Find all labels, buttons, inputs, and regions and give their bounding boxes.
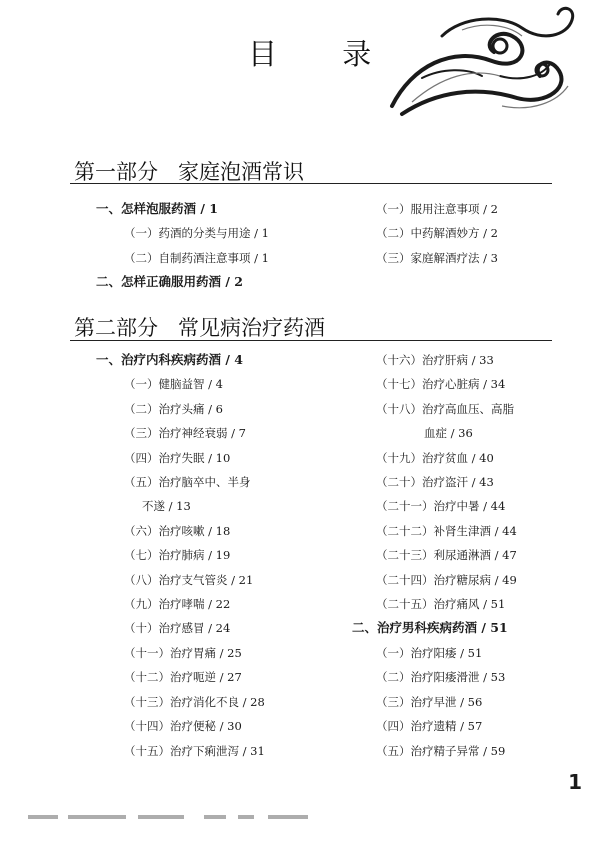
toc-entry[interactable]: （二十一）治疗中暑 / 44 (376, 499, 506, 514)
toc-section-entry[interactable]: 一、治疗内科疾病药酒 / 4 (96, 352, 243, 367)
toc-entry[interactable]: （十三）治疗消化不良 / 28 (124, 694, 265, 709)
toc-entry[interactable]: （四）治疗遗精 / 57 (376, 719, 483, 734)
toc-entry[interactable]: （十）治疗感冒 / 24 (124, 621, 231, 636)
toc-entry[interactable]: （十九）治疗贫血 / 40 (376, 450, 494, 465)
cloud-ornament-icon (382, 6, 592, 124)
toc-section-entry[interactable]: 一、怎样泡服药酒 / 1 (96, 201, 218, 216)
toc-entry[interactable]: （二十四）治疗糖尿病 / 49 (376, 572, 517, 587)
part1-left-column (80, 197, 269, 295)
toc-entry[interactable]: （十五）治疗下痢泄泻 / 31 (124, 743, 265, 758)
toc-entry[interactable]: （三）治疗早泄 / 56 (376, 694, 483, 709)
toc-entry[interactable]: （二十）治疗盗汗 / 43 (376, 475, 494, 490)
part1-title: 家庭泡酒常识 (178, 160, 304, 184)
toc-entry[interactable]: （七）治疗肺病 / 19 (124, 548, 231, 563)
toc-entry[interactable]: （十七）治疗心脏病 / 34 (376, 377, 506, 392)
part2-heading (74, 312, 325, 342)
toc-entry[interactable]: （二）自制药酒注意事项 / 1 (124, 250, 270, 265)
toc-entry[interactable]: （一）服用注意事项 / 2 (376, 202, 499, 216)
toc-entry-continuation[interactable]: 血症 / 36 (424, 426, 473, 441)
toc-section-entry[interactable]: 二、怎样正确服用药酒 / 2 (96, 274, 243, 290)
toc-entry[interactable]: （五）治疗脑卒中、半身 (124, 475, 251, 490)
toc-entry[interactable]: （十六）治疗肝病 / 33 (376, 353, 494, 367)
toc-entry[interactable]: （五）治疗精子异常 / 59 (376, 743, 506, 758)
part2-number: 第二部分 (74, 316, 158, 340)
scan-artifact-strip (28, 813, 328, 821)
toc-entry[interactable]: （六）治疗咳嗽 / 18 (124, 523, 231, 538)
part2-right-column (352, 348, 517, 763)
toc-entry[interactable]: （二十三）利尿通淋酒 / 47 (376, 548, 517, 563)
page-title: 目 录 (248, 37, 400, 71)
part1-rule (70, 183, 552, 184)
toc-entry[interactable]: （八）治疗支气管炎 / 21 (124, 572, 254, 587)
toc-entry[interactable]: （十八）治疗高血压、高脂 (376, 401, 514, 416)
toc-entry[interactable]: （一）治疗阳痿 / 51 (376, 645, 483, 660)
toc-entry[interactable]: （四）治疗失眠 / 10 (124, 450, 231, 465)
page-number: 1 (568, 770, 582, 794)
part2-left-column (80, 348, 265, 763)
toc-entry[interactable]: （九）治疗哮喘 / 22 (124, 597, 231, 612)
toc-section-entry[interactable]: 二、治疗男科疾病药酒 / 51 (352, 620, 508, 636)
toc-entry[interactable]: （二十二）补肾生津酒 / 44 (376, 523, 517, 538)
toc-entry[interactable]: （三）家庭解酒疗法 / 3 (376, 250, 499, 265)
part1-heading (74, 156, 304, 186)
toc-entry[interactable]: （十一）治疗胃痛 / 25 (124, 645, 242, 660)
toc-entry[interactable]: （二）治疗阳痿滑泄 / 53 (376, 670, 506, 685)
toc-entry[interactable]: （二）治疗头痛 / 6 (124, 401, 224, 416)
toc-entry-continuation[interactable]: 不遂 / 13 (142, 499, 191, 514)
toc-entry[interactable]: （三）治疗神经衰弱 / 7 (124, 426, 247, 441)
toc-entry[interactable]: （十二）治疗呃逆 / 27 (124, 670, 242, 685)
toc-entry[interactable]: （一）健脑益智 / 4 (124, 377, 224, 392)
part2-title: 常见病治疗药酒 (178, 316, 325, 340)
part1-right-column (376, 197, 498, 270)
toc-entry[interactable]: （十四）治疗便秘 / 30 (124, 719, 242, 734)
toc-entry[interactable]: （二）中药解酒妙方 / 2 (376, 226, 499, 241)
part2-rule (70, 340, 552, 341)
part1-number: 第一部分 (74, 160, 158, 184)
toc-entry[interactable]: （一）药酒的分类与用途 / 1 (124, 226, 270, 241)
toc-entry[interactable]: （二十五）治疗痛风 / 51 (376, 597, 506, 612)
